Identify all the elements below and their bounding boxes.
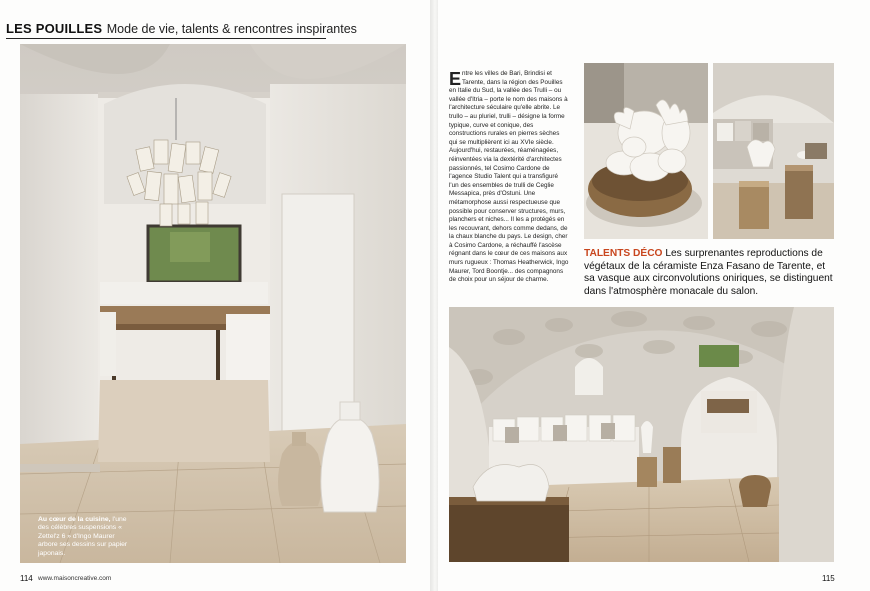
talents-text: Les surprenantes reproductions de végétaux de la céramiste Enza Fasano de Tarente, et sa vasque aux circonvolutions oniriques, se distinguent dans l'atmosphère monacale du salon.	[584, 248, 833, 297]
header-subtitle: Mode de vie, talents & rencontres inspirantes	[106, 22, 357, 36]
left-folio: 114	[20, 574, 33, 583]
ceramic-basket-illustration	[584, 63, 708, 239]
section-header	[6, 20, 357, 39]
kitchen-photo	[20, 44, 406, 563]
ceramic-basket-photo	[584, 63, 708, 239]
talents-label: TALENTS DÉCO	[584, 248, 663, 259]
caption-lead: Au cœur de la cuisine,	[38, 516, 111, 523]
talents-deco-caption	[584, 248, 836, 298]
living-room-photo	[449, 307, 834, 562]
article-body-text: ntre les villes de Bari, Brindisi et Tarente, dans la région des Pouilles en Italie du Sud, la vallée des Trulli – ou vallée d'Itria – porte le nom des maisons à l'architecture séculaire qu'elle abrite. Le trullo – au pluriel, trulli – désigne la forme typique, curve et conique, des constructions rurales en pierres sèches qui se multiplièrent ici au XVIe siècle. Aujourd'hui, restaurées, réaménagées, réinventées via la dextérité d'architectes passionnés, tel Cosimo Cardone de l'agence Studio Talent qui a transfiguré l'un des ensembles de trulli de Ceglie Messapica, près d'Ostuni. Une métamorphose aussi respectueuse que possible pour conserver structures, murs, planchers et niches... Il les a protégés en les recouvrant, dehors comme dedans, de la chaux blanche du pays. Le design, cher à Cosimo Cardone, a réchauffé l'ascèse régnant dans le cœur de ces maisons aux murs rugueux : Thomas Heatherwick, Ingo Maurer, Tord Boontje... des compagnons de choix pour un séjour de charme.	[449, 70, 569, 284]
article-body	[449, 70, 569, 285]
right-folio: 115	[822, 574, 835, 583]
living-room-illustration	[449, 307, 834, 562]
salon-corner-illustration	[713, 63, 834, 239]
caption-text: l'une des célèbres suspensions « Zettel'z 6 » d'Ingo Maurer arbore ses dessins sur papier japonais.	[38, 516, 128, 557]
kitchen-caption	[38, 516, 128, 558]
salon-corner-photo	[713, 63, 834, 239]
kitchen-illustration	[20, 44, 406, 563]
dropcap: E	[449, 69, 462, 89]
header-rubric: LES POUILLES	[6, 21, 103, 36]
website-url: www.maisoncreative.com	[38, 575, 112, 582]
